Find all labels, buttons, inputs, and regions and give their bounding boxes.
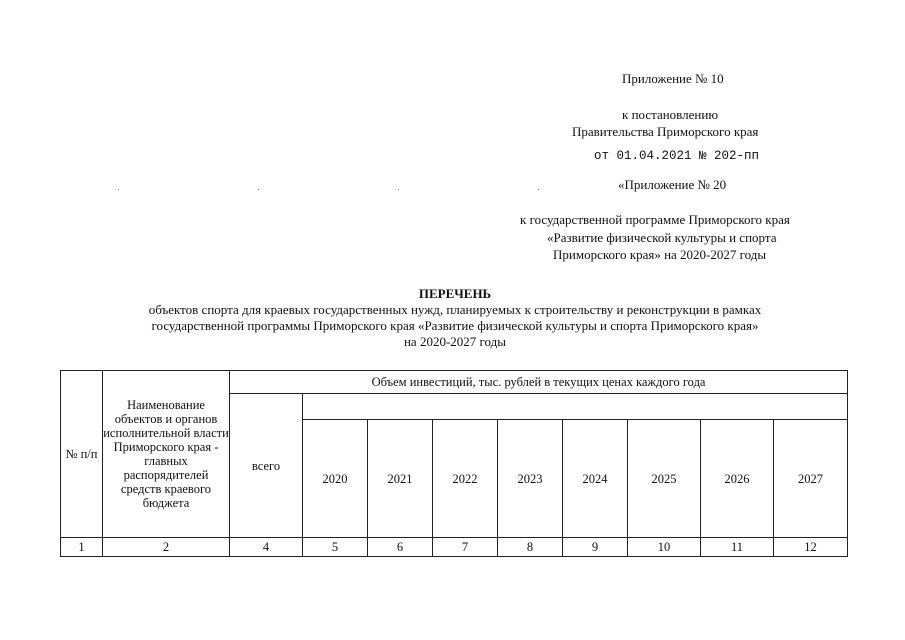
to-program: к государственной программе Приморского края bbox=[520, 212, 790, 227]
numbering-cell: 12 bbox=[774, 538, 848, 557]
numbering-cell: 1 bbox=[61, 538, 103, 557]
numbering-cell: 5 bbox=[303, 538, 368, 557]
header-year: 2025 bbox=[628, 420, 701, 538]
header-year: 2027 bbox=[774, 420, 848, 538]
prior-appendix: «Приложение № 20 bbox=[618, 177, 727, 192]
list-subtitle-line-3: на 2020-2027 годы bbox=[403, 334, 507, 349]
header-year: 2022 bbox=[433, 420, 498, 538]
scan-speck bbox=[398, 189, 399, 190]
investment-table bbox=[60, 370, 848, 557]
numbering-cell: 11 bbox=[701, 538, 774, 557]
header-investments: Объем инвестиций, тыс. рублей в текущих ценах каждого года bbox=[230, 371, 848, 394]
list-subtitle-line-2: государственной программы Приморского края «Развитие физической культуры и спорта Приморского края» bbox=[151, 318, 759, 333]
list-subtitle-line-1: объектов спорта для краевых государственных нужд, планируемых к строительству и реконструкции в рамках bbox=[148, 302, 762, 317]
numbering-cell: 8 bbox=[498, 538, 563, 557]
header-year: 2023 bbox=[498, 420, 563, 538]
header-years-group bbox=[303, 394, 848, 420]
header-year: 2024 bbox=[563, 420, 628, 538]
decree-date: от 01.04.2021 № 202-пп bbox=[594, 149, 760, 163]
to-decree: к постановлению bbox=[622, 107, 719, 122]
list-heading bbox=[30, 286, 880, 350]
header-total-col: всего bbox=[230, 394, 303, 538]
numbering-cell: 10 bbox=[628, 538, 701, 557]
scan-speck bbox=[118, 189, 119, 190]
header-year: 2020 bbox=[303, 420, 368, 538]
header-year: 2021 bbox=[368, 420, 433, 538]
scan-speck bbox=[258, 189, 259, 190]
numbering-cell: 7 bbox=[433, 538, 498, 557]
government-name: Правительства Приморского края bbox=[572, 124, 759, 139]
numbering-cell: 4 bbox=[230, 538, 303, 557]
numbering-row bbox=[61, 538, 848, 557]
header-year: 2026 bbox=[701, 420, 774, 538]
numbering-cell: 6 bbox=[368, 538, 433, 557]
header-number-col: № п/п bbox=[61, 371, 103, 538]
scan-speck bbox=[538, 189, 539, 190]
list-title: ПЕРЕЧЕНЬ bbox=[418, 286, 492, 301]
program-name-line-1: «Развитие физической культуры и спорта bbox=[547, 230, 777, 245]
numbering-cell: 2 bbox=[103, 538, 230, 557]
numbering-cell: 9 bbox=[563, 538, 628, 557]
appendix-title: Приложение № 10 bbox=[622, 71, 724, 86]
header-name-col: Наименование объектов и органов исполнительной власти Приморского края - главных распорядителей средств краевого бюджета bbox=[103, 371, 230, 538]
program-name-line-2: Приморского края» на 2020-2027 годы bbox=[553, 247, 767, 262]
